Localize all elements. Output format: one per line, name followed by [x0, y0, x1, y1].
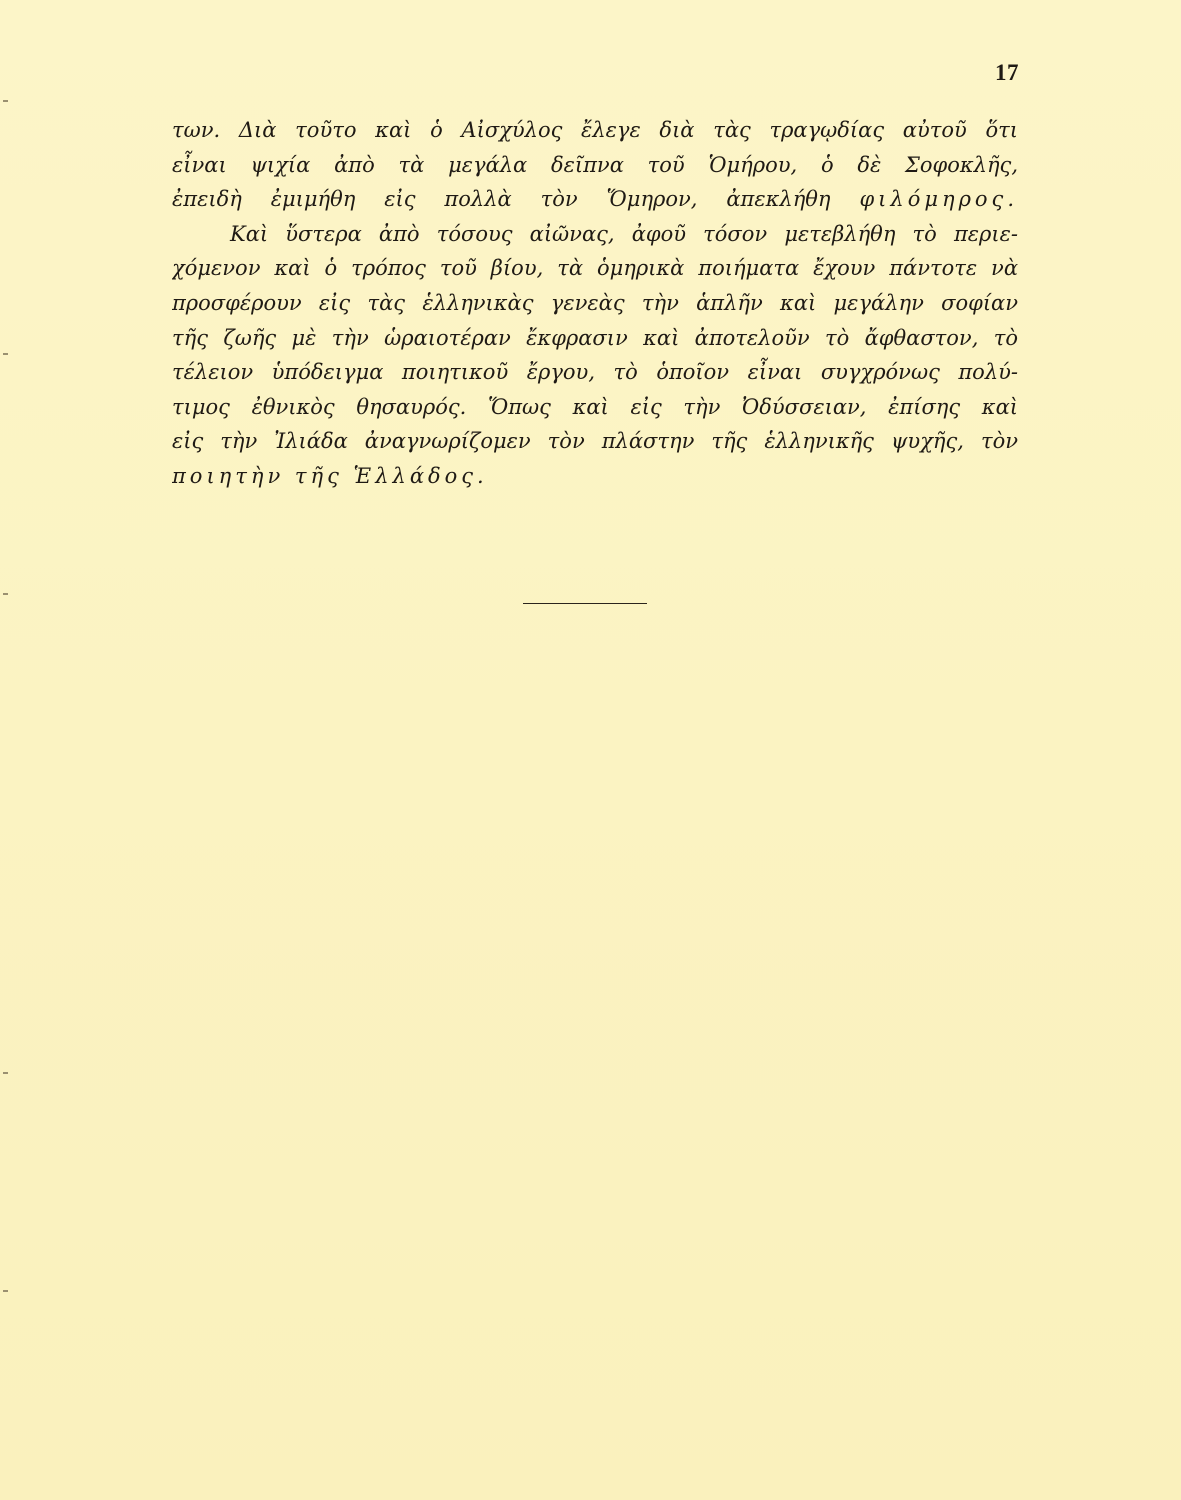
margin-tick	[3, 100, 8, 102]
text-line: εἰς τὴν Ἰλιάδα ἀναγνωρίζομεν τὸν πλάστην τῆς ἑλληνικῆς ψυχῆς, τὸν	[172, 429, 1018, 454]
section-rule	[523, 603, 647, 604]
text-line: Καὶ ὕστερα ἀπὸ τόσους αἰῶνας, ἀφοῦ τόσον μετεβλήθη τὸ περιε-	[230, 221, 1018, 246]
text-line: προσφέρουν εἰς τὰς ἑλληνικὰς γενεὰς τὴν ἁπλῆν καὶ μεγάλην σοφίαν	[172, 290, 1018, 315]
text-line: τιμος ἐθνικὸς θησαυρός. Ὅπως καὶ εἰς τὴν Ὀδύσσειαν, ἐπίσης καὶ	[172, 394, 1018, 419]
text-line: χόμενον καὶ ὁ τρόπος τοῦ βίου, τὰ ὁμηρικὰ ποιήματα ἔχουν πάντοτε νὰ	[172, 256, 1018, 281]
text-line: των. Διὰ τοῦτο καὶ ὁ Αἰσχύλος ἔλεγε διὰ τὰς τραγῳδίας αὐτοῦ ὅτι	[172, 118, 1018, 142]
text-line: ποιητὴν τῆς Ἑλλάδος.	[172, 463, 488, 488]
spaced-word: φιλόμηρος.	[859, 187, 1018, 212]
margin-tick	[3, 593, 8, 595]
margin-tick	[3, 1290, 8, 1292]
page-number: 17	[995, 60, 1019, 85]
margin-tick	[3, 1072, 8, 1074]
text-line-part: ἐπειδὴ ἐμιμήθη εἰς πολλὰ τὸν Ὅμηρον, ἀπεκλήθη	[172, 187, 860, 212]
text-line: εἶναι ψιχία ἀπὸ τὰ μεγάλα δεῖπνα τοῦ Ὁμήρου, ὁ δὲ Σοφοκλῆς,	[172, 152, 1018, 177]
margin-tick	[3, 353, 8, 355]
text-line: τέλειον ὑπόδειγμα ποιητικοῦ ἔργου, τὸ ὁποῖον εἶναι συγχρόνως πολύ-	[172, 360, 1018, 385]
text-line	[172, 182, 1018, 217]
text-line: τῆς ζωῆς μὲ τὴν ὡραιοτέραν ἔκφρασιν καὶ ἀποτελοῦν τὸ ἄφθαστον, τὸ	[172, 325, 1018, 350]
body-text	[172, 113, 1018, 494]
binding-margin	[0, 0, 14, 1500]
